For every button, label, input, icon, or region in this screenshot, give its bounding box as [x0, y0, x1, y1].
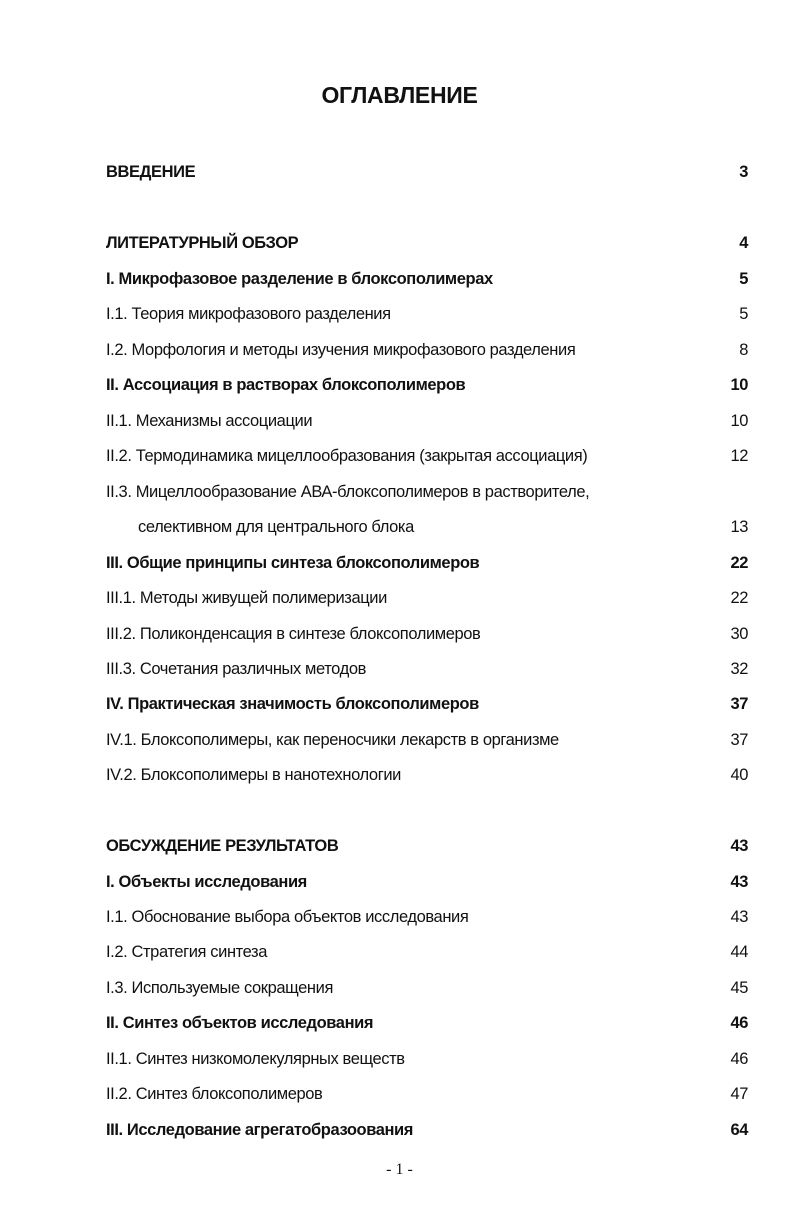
- toc-entry-label: III.3. Сочетания различных методов: [106, 660, 366, 678]
- toc-entry-page: 45: [730, 979, 748, 997]
- toc-entry-page: 37: [730, 695, 748, 713]
- toc-entry-page: 13: [730, 518, 748, 536]
- toc-entry-page: 32: [730, 660, 748, 678]
- toc-entry-page: 8: [739, 341, 748, 359]
- toc-entry-label: селективном для центрального блока: [138, 518, 414, 536]
- toc-entry-page: 37: [730, 731, 748, 749]
- toc-entry-label: II.1. Синтез низкомолекулярных веществ: [106, 1050, 405, 1068]
- toc-section: [106, 372, 748, 398]
- toc-subsection: [106, 479, 748, 505]
- toc-subsection: [106, 904, 748, 930]
- toc-entry-label: I.2. Стратегия синтеза: [106, 943, 267, 961]
- toc-entry-label: IV.2. Блоксополимеры в нанотехнологии: [106, 766, 401, 784]
- toc-subsection: [106, 621, 748, 647]
- toc-entry-results-discussion: [106, 833, 748, 859]
- toc-entry-label: I. Микрофазовое разделение в блоксополимерах: [106, 270, 493, 288]
- toc-entry-label: III.1. Методы живущей полимеризации: [106, 589, 387, 607]
- toc-subsection: [106, 727, 748, 753]
- toc-entry-page: 4: [739, 234, 748, 252]
- toc-entry-page: 47: [730, 1085, 748, 1103]
- toc-entry-page: 44: [730, 943, 748, 961]
- toc-entry-label: I.2. Морфология и методы изучения микрофазового разделения: [106, 341, 576, 359]
- toc-entry-page: 22: [730, 589, 748, 607]
- toc-entry-introduction: [106, 159, 748, 185]
- toc-entry-label: III.2. Поликонденсация в синтезе блоксополимеров: [106, 625, 481, 643]
- toc-entry-label: II. Синтез объектов исследования: [106, 1014, 374, 1032]
- toc-entry-page: 64: [730, 1121, 748, 1139]
- toc-entry-label: I.1. Обоснование выбора объектов исследования: [106, 908, 469, 926]
- toc-entry-label: IV. Практическая значимость блоксополимеров: [106, 695, 479, 713]
- toc-entry-page: 46: [730, 1050, 748, 1068]
- toc-section: [106, 266, 748, 292]
- toc-subsection: [106, 1046, 748, 1072]
- toc-section: [106, 869, 748, 895]
- toc-entry-literature-review: [106, 230, 748, 256]
- toc-subsection: [106, 337, 748, 363]
- toc-section: [106, 550, 748, 576]
- toc-subsection: [106, 585, 748, 611]
- toc-subsection: [106, 1081, 748, 1107]
- page-title: ОГЛАВЛЕНИЕ: [321, 82, 478, 108]
- toc-subsection: [106, 301, 748, 327]
- toc-entry-page: 43: [730, 837, 748, 855]
- toc-entry-label: III. Исследование агрегатобразоования: [106, 1121, 414, 1139]
- toc-entry-label: II.2. Термодинамика мицеллообразования (закрытая ассоциация): [106, 447, 588, 465]
- toc-entry-label: II.2. Синтез блоксополимеров: [106, 1085, 323, 1103]
- toc-entry-page: 43: [730, 873, 748, 891]
- toc-entry-label: II.1. Механизмы ассоциации: [106, 412, 313, 430]
- toc-entry-page: 43: [730, 908, 748, 926]
- toc-entry-page: 10: [730, 412, 748, 430]
- toc-entry-page: 22: [730, 554, 748, 572]
- toc-section: [106, 691, 748, 717]
- toc-entry-page: 5: [739, 305, 748, 323]
- toc-entry-page: 10: [730, 376, 748, 394]
- toc-section: [106, 1010, 748, 1036]
- toc-entry-label: I.3. Используемые сокращения: [106, 979, 333, 997]
- toc-entry-page: 46: [730, 1014, 748, 1032]
- toc-section: [106, 1117, 748, 1143]
- page-number-footer: - 1 -: [386, 1161, 413, 1178]
- toc-entry-label: II. Ассоциация в растворах блоксополимеров: [106, 376, 466, 394]
- toc-subsection: [106, 975, 748, 1001]
- toc-subsection: [106, 762, 748, 788]
- toc-entry-label: I.1. Теория микрофазового разделения: [106, 305, 391, 323]
- toc-subsection-continuation: [106, 514, 748, 540]
- toc-entry-label: II.3. Мицеллообразование АВА-блоксополимеров в растворителе,: [106, 483, 590, 501]
- toc-subsection: [106, 408, 748, 434]
- toc-entry-page: 30: [730, 625, 748, 643]
- toc-subsection: [106, 443, 748, 469]
- toc-entry-page: 5: [739, 270, 748, 288]
- toc-subsection: [106, 939, 748, 965]
- toc-entry-label: ВВЕДЕНИЕ: [106, 163, 196, 181]
- toc-entry-page: 3: [739, 163, 748, 181]
- toc-entry-page: 12: [730, 447, 748, 465]
- toc-entry-page: 40: [730, 766, 748, 784]
- toc-entry-label: ЛИТЕРАТУРНЫЙ ОБЗОР: [106, 234, 299, 252]
- toc-entry-label: III. Общие принципы синтеза блоксополимеров: [106, 554, 480, 572]
- toc-entry-label: ОБСУЖДЕНИЕ РЕЗУЛЬТАТОВ: [106, 837, 339, 855]
- toc-entry-label: I. Объекты исследования: [106, 873, 307, 891]
- toc-entry-label: IV.1. Блоксополимеры, как переносчики лекарств в организме: [106, 731, 559, 749]
- toc-subsection: [106, 656, 748, 682]
